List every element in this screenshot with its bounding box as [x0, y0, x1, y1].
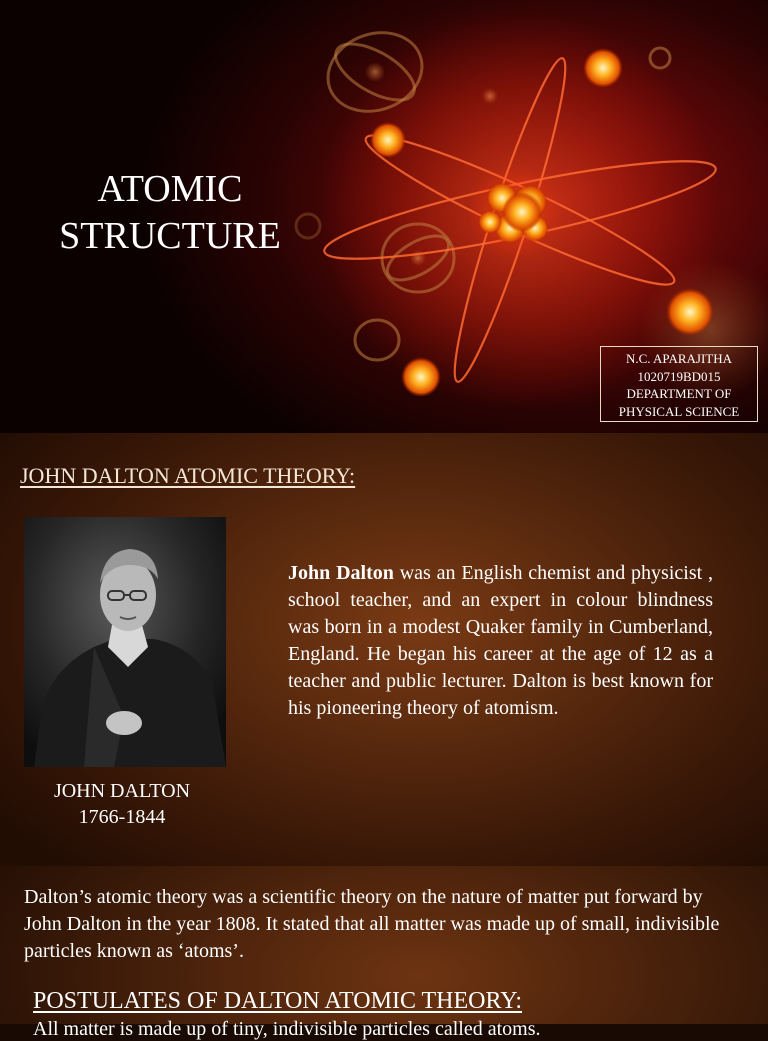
dalton-bio-slide: [0, 433, 768, 866]
postulates-heading: POSTULATES OF DALTON ATOMIC THEORY:: [33, 988, 522, 1014]
title-slide: [0, 0, 768, 433]
author-box: [600, 346, 758, 422]
postulate-text-cutoff: All matter is made up of tiny, indivisible particles called atoms.: [33, 1018, 541, 1040]
author-name: N.C. APARAJITHA: [625, 351, 733, 366]
john-dalton-portrait: [24, 517, 226, 767]
author-id: 1020719BD015: [637, 368, 721, 384]
theory-paragraph: Dalton’s atomic theory was a scientific theory on the nature of matter put forward by John Dalton in the year 1808. It stated that all matter was made up of small, indivisible particles known as ‘atoms’.: [24, 886, 720, 962]
author-dept-line-2: PHYSICAL SCIENCE: [618, 403, 740, 419]
theory-slide: [0, 866, 768, 1040]
bio-name: John Dalton: [288, 562, 394, 584]
bio-paragraph: [288, 560, 713, 722]
caption-name: JOHN DALTON: [53, 780, 191, 802]
title-line-2: STRUCTURE: [59, 215, 281, 257]
slide-title: [40, 166, 300, 260]
bio-text: was an English chemist and physicist , school teacher, and an expert in colour blindness was born in a modest Quaker family in Cumberland, England. He began his career at the age of 12 as a teacher and public lecturer. Dalton is best known for his pioneering theory of atomism.: [288, 562, 714, 719]
author-dept-line-1: DEPARTMENT OF: [626, 386, 732, 401]
caption-years: 1766-1844: [78, 806, 166, 828]
portrait-caption: [24, 778, 220, 830]
section-heading: JOHN DALTON ATOMIC THEORY:: [20, 463, 356, 488]
title-line-1: ATOMIC: [97, 168, 243, 210]
